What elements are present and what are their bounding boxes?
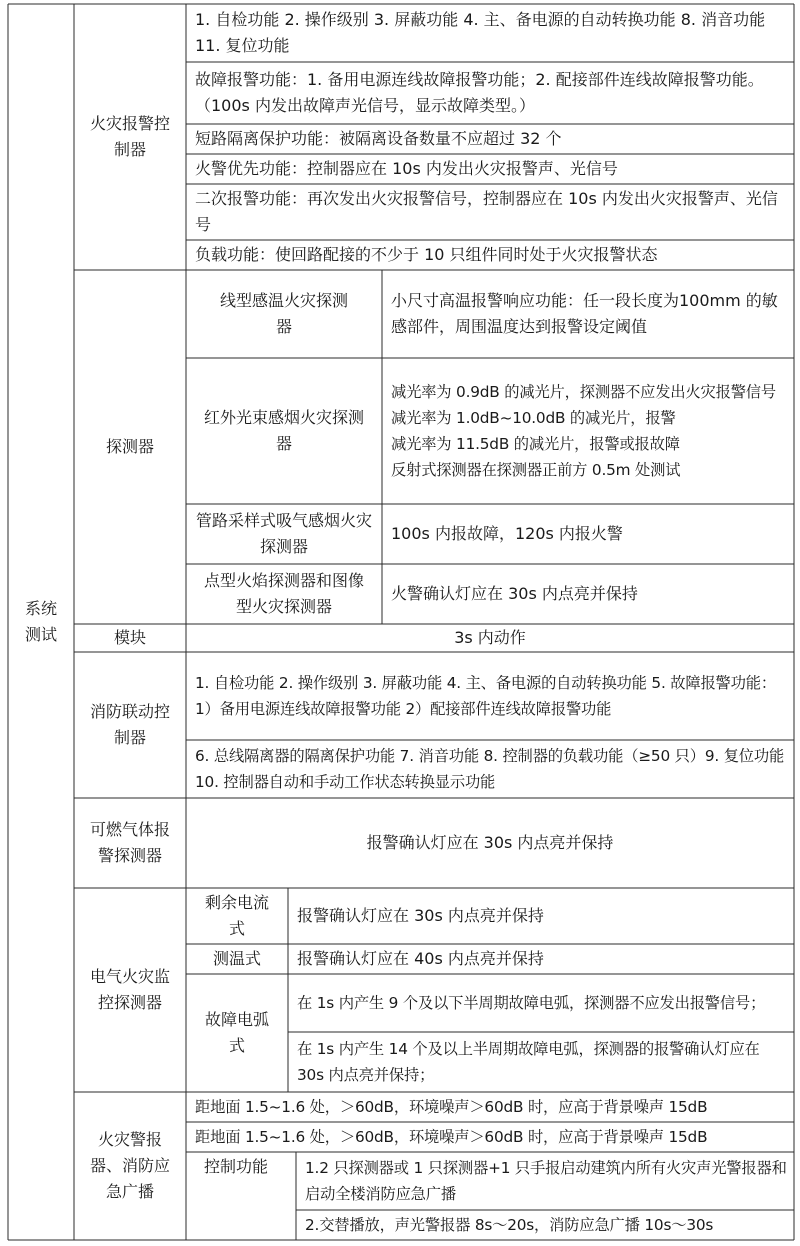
gas-detector-label: 可燃气体报警探测器 <box>89 820 170 865</box>
fire-controller-row: 火警优先功能：控制器应在 10s 内发出火灾报警声、光信号 <box>195 159 618 178</box>
linkage-controller-row: 1. 自检功能 2. 操作级别 3. 屏蔽功能 4. 主、备电源的自动转换功能 5. 故障报警功能：1）备用电源连线故障报警功能 2）配接部件连线故障报警功能 <box>195 674 776 718</box>
detector-requirement: 火警确认灯应在 30s 内点亮并保持 <box>391 584 638 603</box>
detector-type: 线型感温火灾探测器 <box>219 291 348 336</box>
control-function-requirement: 2.交替播放，声光警报器 8s～20s，消防应急广播 10s～30s <box>305 1216 714 1234</box>
linkage-controller-label: 消防联动控制器 <box>89 702 170 747</box>
fire-controller-row: 1. 自检功能 2. 操作级别 3. 屏蔽功能 4. 主、备电源的自动转换功能 8. 消音功能 11. 复位功能 <box>195 10 766 55</box>
electrical-type: 剩余电流式 <box>204 893 269 938</box>
electrical-requirement: 报警确认灯应在 30s 内点亮并保持 <box>297 906 544 925</box>
electrical-requirement: 在 1s 内产生 9 个及以下半周期故障电弧，探测器不应发出报警信号； <box>297 994 766 1012</box>
alarm-broadcast-row: 距地面 1.5~1.6 处，＞60dB，环境噪声＞60dB 时，应高于背景噪声 15dB <box>195 1098 708 1116</box>
alarm-broadcast-label: 火灾警报器、消防应急广播 <box>89 1130 170 1201</box>
fire-controller-row: 负载功能：使回路配接的不少于 10 只组件同时处于火灾报警状态 <box>195 245 658 264</box>
electrical-requirement: 在 1s 内产生 14 个及以上半周期故障电弧，探测器的报警确认灯应在 30s 内点亮并保持； <box>297 1040 760 1084</box>
detector-type: 点型火焰探测器和图像型火灾探测器 <box>203 571 364 616</box>
detector-type: 管路采样式吸气感烟火灾探测器 <box>195 511 372 556</box>
gas-detector-requirement: 报警确认灯应在 30s 内点亮并保持 <box>366 833 614 852</box>
fire-controller-label: 火灾报警控制器 <box>89 114 170 159</box>
module-requirement: 3s 内动作 <box>454 628 526 647</box>
electrical-detector-label: 电气火灾监控探测器 <box>89 967 170 1012</box>
control-function-requirement: 1.2 只探测器或 1 只探测器+1 只手报启动建筑内所有火灾声光警报器和启动全楼消防应急广播 <box>305 1159 787 1203</box>
control-function-label: 控制功能 <box>203 1157 268 1176</box>
alarm-broadcast-row: 距地面 1.5~1.6 处，＞60dB，环境噪声＞60dB 时，应高于背景噪声 15dB <box>195 1128 708 1146</box>
detector-requirement: 小尺寸高温报警响应功能：任一段长度为100mm 的敏感部件，周围温度达到报警设定阈值 <box>391 291 778 336</box>
electrical-requirement: 报警确认灯应在 40s 内点亮并保持 <box>297 949 544 968</box>
fire-controller-row: 二次报警功能：再次发出火灾报警信号，控制器应在 10s 内发出火灾报警声、光信号 <box>195 189 778 234</box>
electrical-type: 测温式 <box>212 949 261 968</box>
detector-requirement: 100s 内报故障，120s 内报火警 <box>391 524 623 543</box>
detector-type: 红外光束感烟火灾探测器 <box>204 408 365 453</box>
fire-controller-row: 故障报警功能：1. 备用电源连线故障报警功能；2. 配接部件连线故障报警功能。（100s 内发出故障声光信号，显示故障类型。） <box>195 70 764 115</box>
electrical-type: 故障电弧式 <box>204 1010 269 1055</box>
section-label: 系统测试 <box>24 599 57 644</box>
detector-requirement: 减光率为 0.9dB 的减光片，探测器不应发出火灾报警信号 减光率为 1.0dB~10.0dB 的减光片，报警 减光率为 11.5dB 的减光片，报警或报故障 反射式探测器在探测器正前方 0.5m 处测试 <box>391 383 776 479</box>
module-label: 模块 <box>113 628 146 647</box>
detectors-label: 探测器 <box>105 437 154 456</box>
linkage-controller-row: 6. 总线隔离器的隔离保护功能 7. 消音功能 8. 控制器的负载功能（≥50 只）9. 复位功能 10. 控制器自动和手动工作状态转换显示功能 <box>195 747 785 791</box>
fire-controller-row: 短路隔离保护功能：被隔离设备数量不应超过 32 个 <box>195 129 562 148</box>
